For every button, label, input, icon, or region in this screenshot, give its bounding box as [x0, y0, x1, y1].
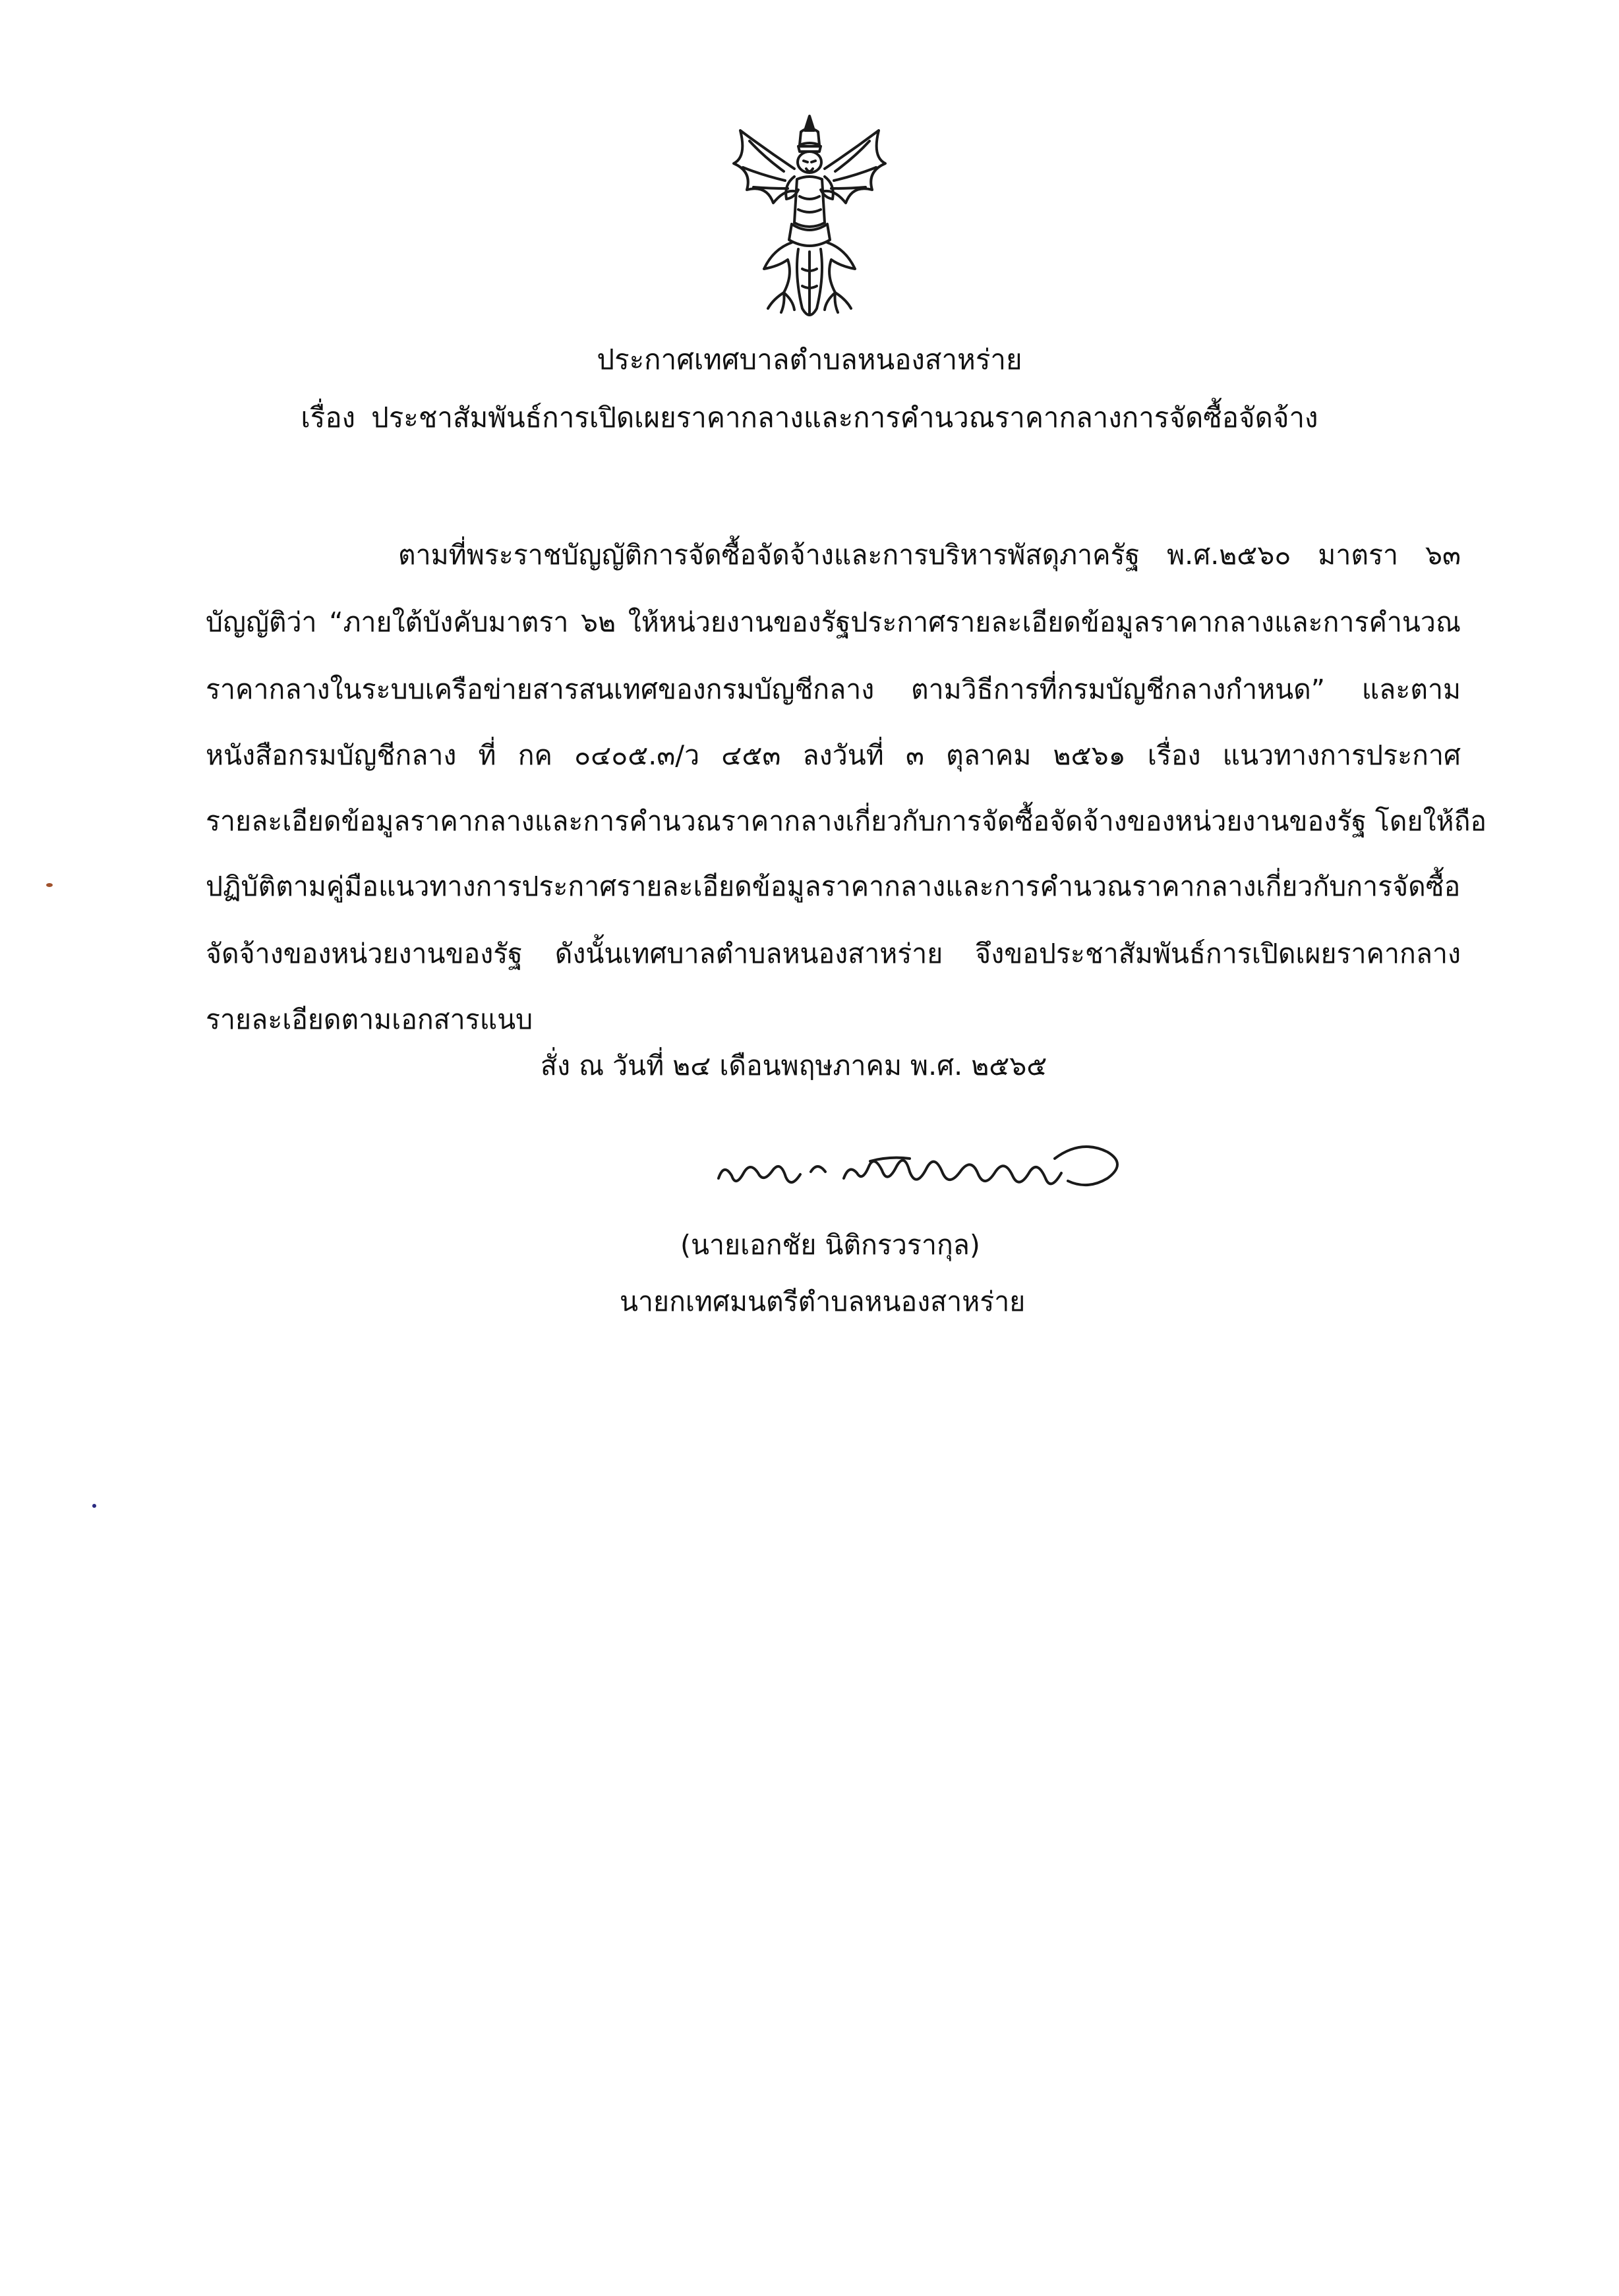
body-line-4: หนังสือกรมบัญชีกลาง ที่ กค ๐๔๐๕.๓/ว ๔๕๓ ลงวันที่ ๓ ตุลาคม ๒๕๖๑ เรื่อง แนวทางการประกาศ — [206, 739, 1461, 771]
body-line-2: บัญญัติว่า “ภายใต้บังคับมาตรา ๖๒ ให้หน่วยงานของรัฐประกาศรายละเอียดข้อมูลราคากลางและการคำนวณ — [206, 606, 1461, 638]
garuda-emblem-icon — [721, 111, 898, 328]
body-line-7: จัดจ้างของหน่วยงานของรัฐ ดังนั้นเทศบาลตำบลหนองสาหร่าย จึงขอประชาสัมพันธ์การเปิดเผยราคากลาง — [206, 938, 1461, 969]
subject-lead: เรื่อง — [301, 401, 356, 434]
issue-date: สั่ง ณ วันที่ ๒๔ เดือนพฤษภาคม พ.ศ. ๒๕๖๕ — [541, 1050, 1047, 1081]
subject-text: ประชาสัมพันธ์การเปิดเผยราคากลางและการคำนวณราคากลางการจัดซื้อจัดจ้าง — [371, 401, 1318, 434]
announcement-subject — [0, 398, 1619, 438]
body-line-3: ราคากลางในระบบเครือข่ายสารสนเทศของกรมบัญชีกลาง ตามวิธีการที่กรมบัญชีกลางกำหนด” และตาม — [206, 674, 1461, 705]
signer-title: นายกเทศมนตรีตำบลหนองสาหร่าย — [620, 1286, 1026, 1317]
signature — [712, 1132, 1134, 1205]
scan-speck — [46, 883, 53, 887]
body-line-6: ปฏิบัติตามคู่มือแนวทางการประกาศรายละเอียดข้อมูลราคากลางและการคำนวณราคากลางเกี่ยวกับการจัดซื้อ — [206, 871, 1461, 902]
body-line-1: ตามที่พระราชบัญญัติการจัดซื้อจัดจ้างและการบริหารพัสดุภาครัฐ พ.ศ.๒๕๖๐ มาตรา ๖๓ — [398, 539, 1461, 571]
scan-speck — [92, 1504, 96, 1508]
signer-name: (นายเอกชัย นิติกรวรากุล) — [680, 1229, 980, 1261]
body-line-5: รายละเอียดข้อมูลราคากลางและการคำนวณราคากลางเกี่ยวกับการจัดซื้อจัดจ้างของหน่วยงานของรัฐ โดยให้ถือ — [206, 805, 1487, 837]
announcement-title: ประกาศเทศบาลตำบลหนองสาหร่าย — [597, 343, 1022, 376]
body-line-8: รายละเอียดตามเอกสารแนบ — [206, 1004, 533, 1035]
